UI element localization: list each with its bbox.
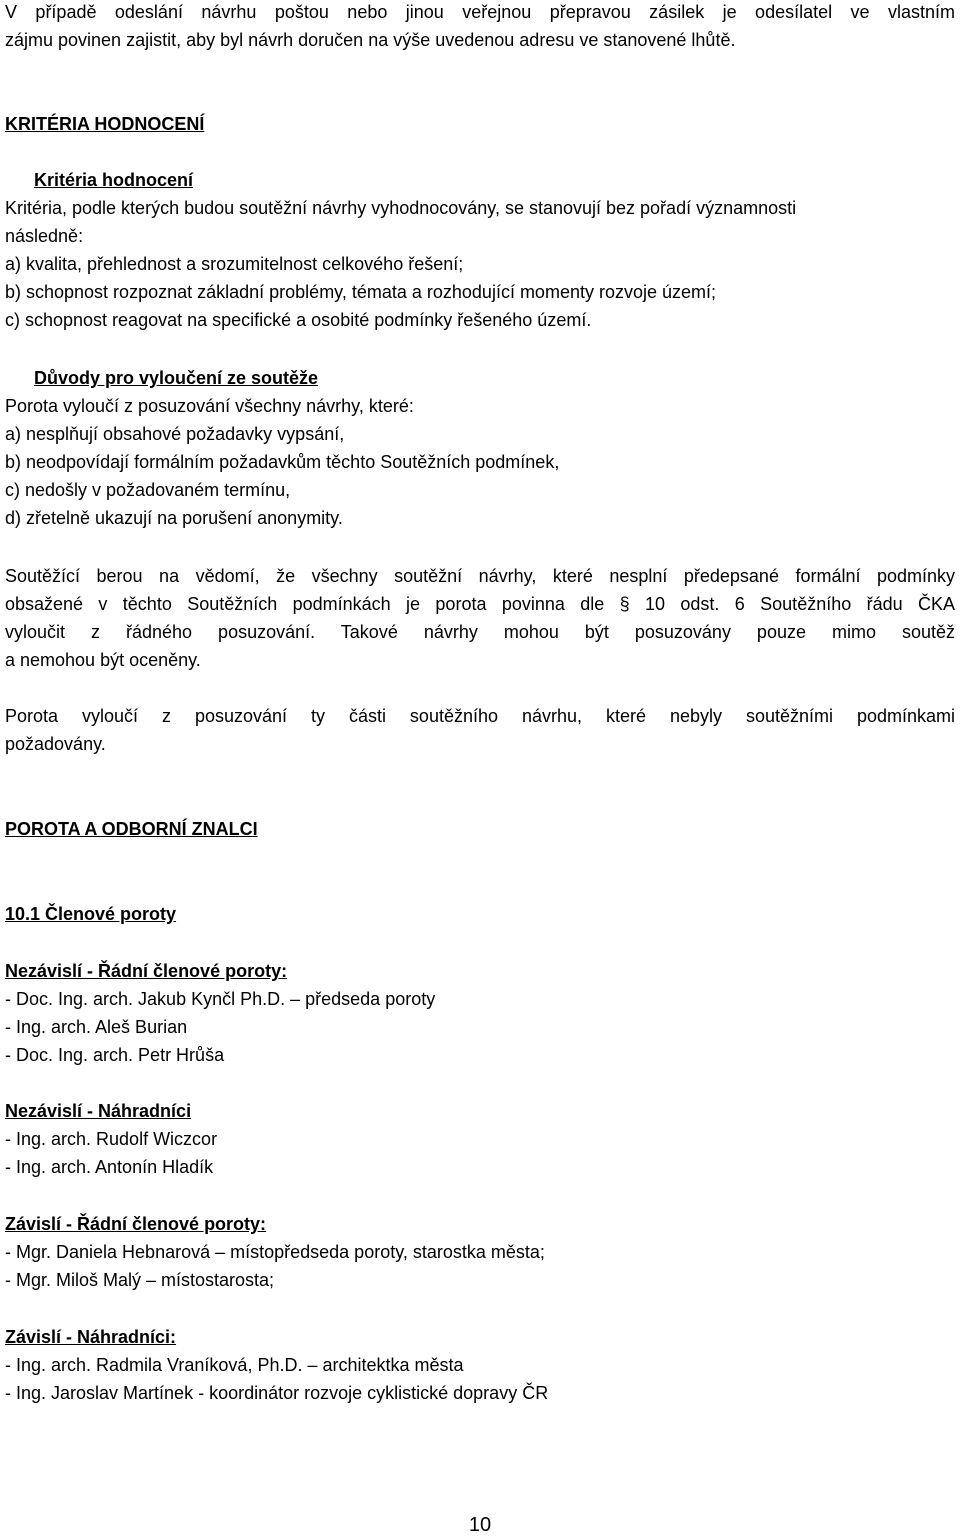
jury-heading: POROTA A ODBORNÍ ZNALCI [5, 819, 258, 839]
jury-section-title: 10.1 Členové poroty [5, 904, 177, 924]
jury-group [5, 1097, 955, 1181]
criteria-line: a) kvalita, přehlednost a srozumitelnost celkového řešení; [5, 254, 464, 274]
jury-group [5, 1210, 955, 1294]
paragraph-line: a nemohou být oceněny. [5, 650, 201, 670]
exclusion-line: a) nesplňují obsahové požadavky vypsání, [5, 424, 345, 444]
paragraph-excluded-parts [5, 702, 955, 758]
paragraph-line: obsažené v těchto Soutěžních podmínkách je porota povinna dle § 10 odst. 6 Soutěžního řádu ČKA [5, 594, 955, 614]
criteria-line: Kritéria, podle kterých budou soutěžní návrhy vyhodnocovány, se stanovují bez pořadí významnosti [5, 198, 797, 218]
paragraph-line: Soutěžící berou na vědomí, že všechny soutěžní návrhy, které nesplní předepsané formální podmínky [5, 566, 955, 586]
exclusion-line: b) neodpovídají formálním požadavkům těchto Soutěžních podmínek, [5, 452, 560, 472]
page-number: 10 [468, 1514, 492, 1536]
intro-paragraph [5, 0, 955, 54]
criteria-heading: KRITÉRIA HODNOCENÍ [5, 114, 205, 134]
criteria-subheading: Kritéria hodnocení [34, 170, 194, 190]
criteria-line: následně: [5, 226, 84, 246]
paragraph-line: vyloučit z řádného posuzování. Takové návrhy mohou být posuzovány pouze mimo soutěž [5, 622, 955, 642]
criteria-line: c) schopnost reagovat na specifické a osobité podmínky řešeného území. [5, 310, 592, 330]
jury-group-title: Závislí - Řádní členové poroty: [5, 1214, 267, 1234]
jury-member: - Ing. Jaroslav Martínek - koordinátor rozvoje cyklistické dopravy ČR [5, 1383, 549, 1403]
paragraph-line: Porota vyloučí z posuzování ty části soutěžního návrhu, které nebyly soutěžními podmínkami [5, 706, 955, 726]
exclusion-section [5, 364, 955, 532]
jury-member: - Ing. arch. Radmila Vraníková, Ph.D. – architektka města [5, 1355, 464, 1375]
jury-member: - Ing. arch. Rudolf Wiczcor [5, 1129, 218, 1149]
intro-line: V případě odeslání návrhu poštou nebo jinou veřejnou přepravou zásilek je odesílatel ve vlastním [5, 2, 955, 22]
intro-line: zájmu povinen zajistit, aby byl návrh doručen na výše uvedenou adresu ve stanovené lhůtě. [5, 30, 736, 50]
jury-group-title: Závislí - Náhradníci: [5, 1327, 177, 1347]
criteria-section [5, 166, 955, 334]
jury-member: - Ing. arch. Aleš Burian [5, 1017, 188, 1037]
jury-member: - Mgr. Daniela Hebnarová – místopředseda poroty, starostka města; [5, 1242, 545, 1262]
exclusion-line: Porota vyloučí z posuzování všechny návrhy, které: [5, 396, 414, 416]
jury-group-title: Nezávislí - Náhradníci [5, 1101, 192, 1121]
jury-member: - Doc. Ing. arch. Petr Hrůša [5, 1045, 225, 1065]
jury-member: - Ing. arch. Antonín Hladík [5, 1157, 214, 1177]
criteria-line: b) schopnost rozpoznat základní problémy, témata a rozhodující momenty rozvoje území; [5, 282, 717, 302]
paragraph-line: požadovány. [5, 734, 106, 754]
jury-group [5, 1323, 955, 1407]
jury-group-title: Nezávislí - Řádní členové poroty: [5, 961, 288, 981]
exclusion-line: d) zřetelně ukazují na porušení anonymity. [5, 508, 343, 528]
jury-member: - Mgr. Miloš Malý – místostarosta; [5, 1270, 275, 1290]
exclusion-line: c) nedošly v požadovaném termínu, [5, 480, 291, 500]
jury-member: - Doc. Ing. arch. Jakub Kynčl Ph.D. – předseda poroty [5, 989, 436, 1009]
exclusion-subheading: Důvody pro vyloučení ze soutěže [34, 368, 319, 388]
jury-group [5, 957, 955, 1069]
paragraph-formal-conditions [5, 562, 955, 674]
